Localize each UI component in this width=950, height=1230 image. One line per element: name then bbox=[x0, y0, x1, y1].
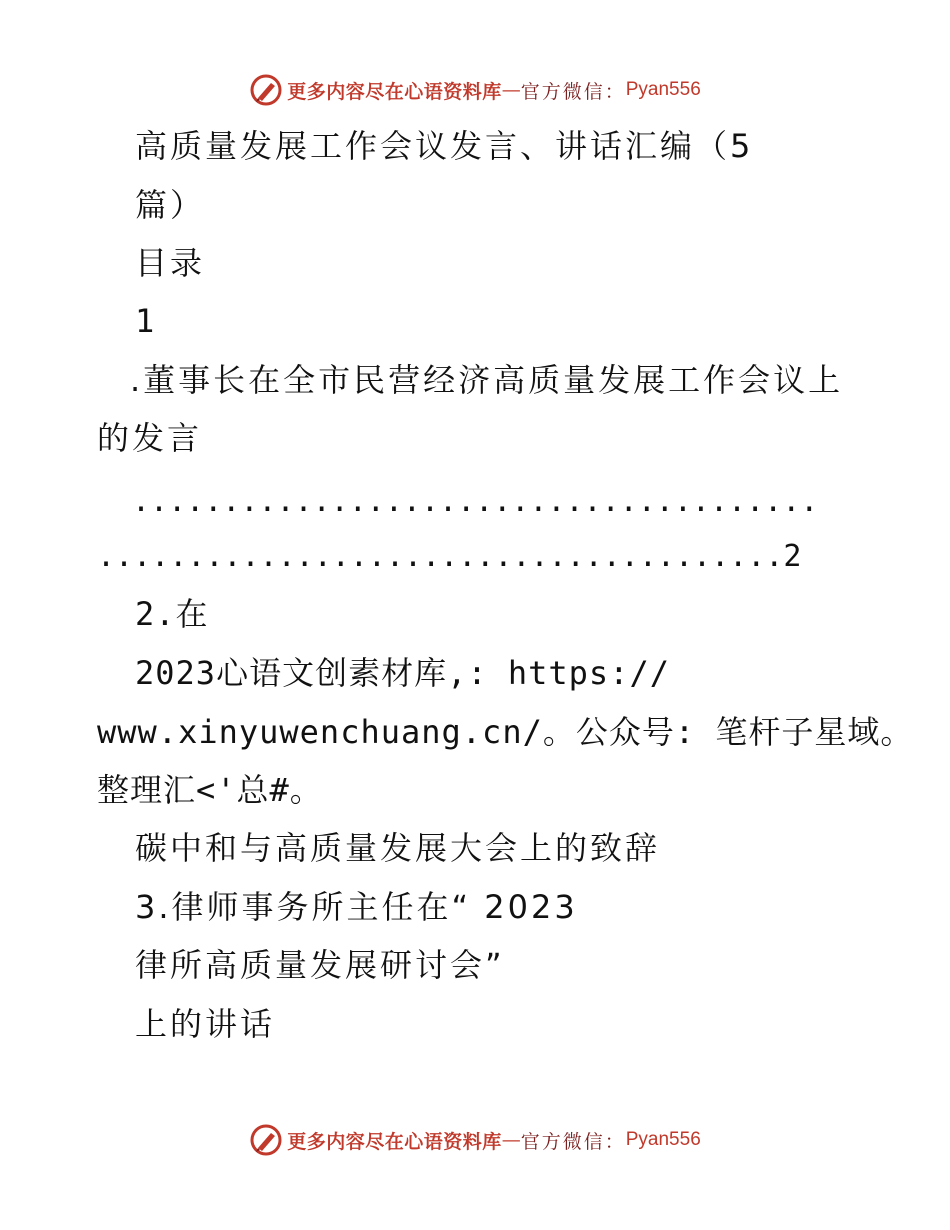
watermark-label: 官方微信： bbox=[520, 1130, 626, 1153]
toc-item-2-line-2: 2023心语文创素材库,: https:// bbox=[135, 654, 670, 692]
toc-item-3-line-2: 律所高质量发展研讨会” bbox=[135, 946, 505, 984]
toc-item-1-leader-dots-2: ......................................2 bbox=[97, 539, 802, 574]
header-watermark bbox=[0, 70, 950, 110]
watermark-brand: 更多内容尽在心语资料库 bbox=[287, 80, 502, 103]
toc-item-2-line-5: 碳中和与高质量发展大会上的致辞 bbox=[135, 829, 661, 867]
pen-logo-icon bbox=[249, 1123, 283, 1157]
toc-heading: 目录 bbox=[135, 244, 206, 282]
watermark-separator: — bbox=[501, 1129, 521, 1151]
watermark-label: 官方微信： bbox=[520, 80, 626, 103]
toc-item-3-line-1: 3.律师事务所主任在“ 2023 bbox=[135, 888, 578, 926]
toc-item-1-number: 1 bbox=[135, 302, 156, 340]
watermark-account: Pyan556 bbox=[625, 1129, 701, 1150]
toc-item-3-line-3: 上的讲话 bbox=[135, 1005, 276, 1043]
watermark-account: Pyan556 bbox=[625, 79, 701, 100]
title-line-2: 篇） bbox=[135, 186, 206, 224]
toc-item-2-line-3: www.xinyuwenchuang.cn/。公众号: 笔杆子星域。 bbox=[97, 713, 914, 751]
watermark-separator: — bbox=[501, 79, 521, 101]
toc-item-1-line-1: .董事长在全市民营经济高质量发展工作会议上 bbox=[130, 361, 844, 399]
toc-item-1-line-2: 的发言 bbox=[97, 419, 203, 457]
toc-item-2-line-4: 整理汇<'总#。 bbox=[97, 771, 323, 809]
watermark-brand: 更多内容尽在心语资料库 bbox=[287, 1130, 502, 1153]
title-line-1: 高质量发展工作会议发言、讲话汇编（5 bbox=[135, 127, 754, 165]
pen-logo-icon bbox=[249, 73, 283, 107]
footer-watermark bbox=[0, 1120, 950, 1160]
toc-item-1-leader-dots-1: ...................................... bbox=[132, 484, 819, 519]
toc-item-2-line-1: 2.在 bbox=[135, 595, 209, 633]
